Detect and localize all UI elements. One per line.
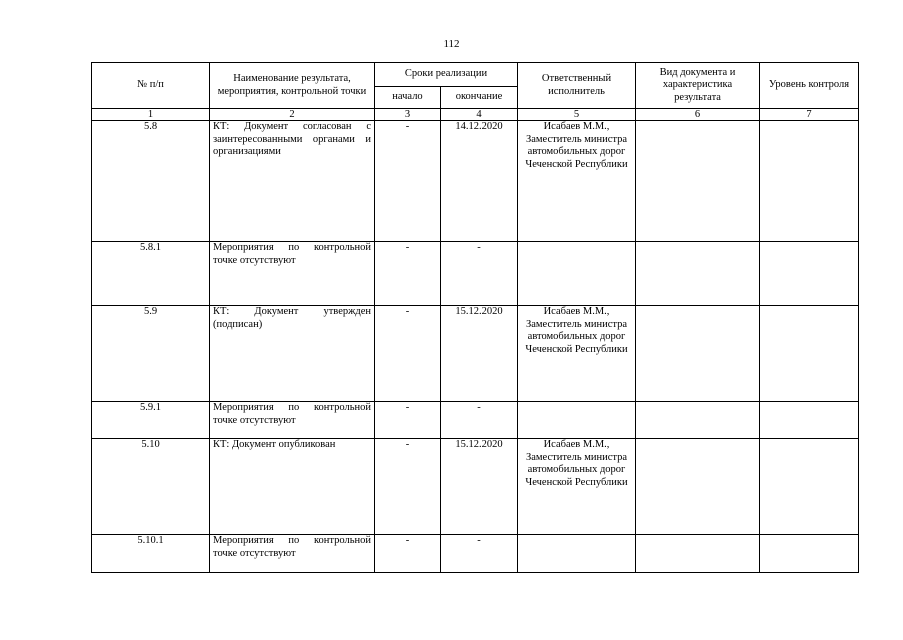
row-executor [518, 242, 636, 306]
row-executor: Исабаев М.М., Заместитель министра автомобильных дорог Чеченской Республики [518, 121, 636, 242]
column-index: 3 [375, 109, 441, 121]
row-doc [636, 242, 760, 306]
row-name: КТ: Документ утвержден (подписан) [210, 306, 375, 402]
row-start: - [375, 535, 441, 573]
row-name: Мероприятия по контрольной точке отсутствуют [210, 535, 375, 573]
row-num: 5.8 [92, 121, 210, 242]
row-num: 5.8.1 [92, 242, 210, 306]
table-row [92, 535, 859, 573]
row-start: - [375, 242, 441, 306]
row-control [760, 242, 859, 306]
header-num: № п/п [92, 63, 210, 109]
row-control [760, 535, 859, 573]
table-row [92, 439, 859, 535]
row-name: КТ: Документ опубликован [210, 439, 375, 535]
row-name: КТ: Документ согласован с заинтересованными органами и организациями [210, 121, 375, 242]
row-executor: Исабаев М.М., Заместитель министра автомобильных дорог Чеченской Республики [518, 306, 636, 402]
column-index: 2 [210, 109, 375, 121]
row-end: - [441, 535, 518, 573]
table-row [92, 306, 859, 402]
row-start: - [375, 306, 441, 402]
row-doc [636, 121, 760, 242]
row-end: - [441, 402, 518, 439]
row-num: 5.9 [92, 306, 210, 402]
row-end: - [441, 242, 518, 306]
row-doc [636, 306, 760, 402]
column-index: 1 [92, 109, 210, 121]
row-end: 15.12.2020 [441, 306, 518, 402]
column-index: 6 [636, 109, 760, 121]
header-name: Наименование результата, мероприятия, контрольной точки [210, 63, 375, 109]
row-start: - [375, 402, 441, 439]
row-doc [636, 535, 760, 573]
column-index-row [92, 109, 859, 121]
column-index: 4 [441, 109, 518, 121]
row-end: 15.12.2020 [441, 439, 518, 535]
row-control [760, 306, 859, 402]
page-number: 112 [443, 38, 460, 50]
row-executor [518, 535, 636, 573]
row-start: - [375, 439, 441, 535]
row-end: 14.12.2020 [441, 121, 518, 242]
row-executor [518, 402, 636, 439]
row-doc [636, 402, 760, 439]
control-points-table [91, 62, 859, 573]
row-num: 5.10.1 [92, 535, 210, 573]
header-start: начало [375, 87, 441, 109]
table-row [92, 121, 859, 242]
header-end: окончание [441, 87, 518, 109]
header-control-level: Уровень контроля [760, 63, 859, 109]
row-start: - [375, 121, 441, 242]
row-name: Мероприятия по контрольной точке отсутствуют [210, 402, 375, 439]
table-row [92, 242, 859, 306]
header-doc-type: Вид документа и характеристика результата [636, 63, 760, 109]
row-doc [636, 439, 760, 535]
row-executor: Исабаев М.М., Заместитель министра автомобильных дорог Чеченской Республики [518, 439, 636, 535]
row-name: Мероприятия по контрольной точке отсутствуют [210, 242, 375, 306]
column-index: 5 [518, 109, 636, 121]
header-deadlines: Сроки реализации [375, 63, 518, 87]
row-control [760, 121, 859, 242]
column-index: 7 [760, 109, 859, 121]
row-num: 5.10 [92, 439, 210, 535]
row-num: 5.9.1 [92, 402, 210, 439]
row-control [760, 439, 859, 535]
table-row [92, 402, 859, 439]
header-executor: Ответственный исполнитель [518, 63, 636, 109]
row-control [760, 402, 859, 439]
